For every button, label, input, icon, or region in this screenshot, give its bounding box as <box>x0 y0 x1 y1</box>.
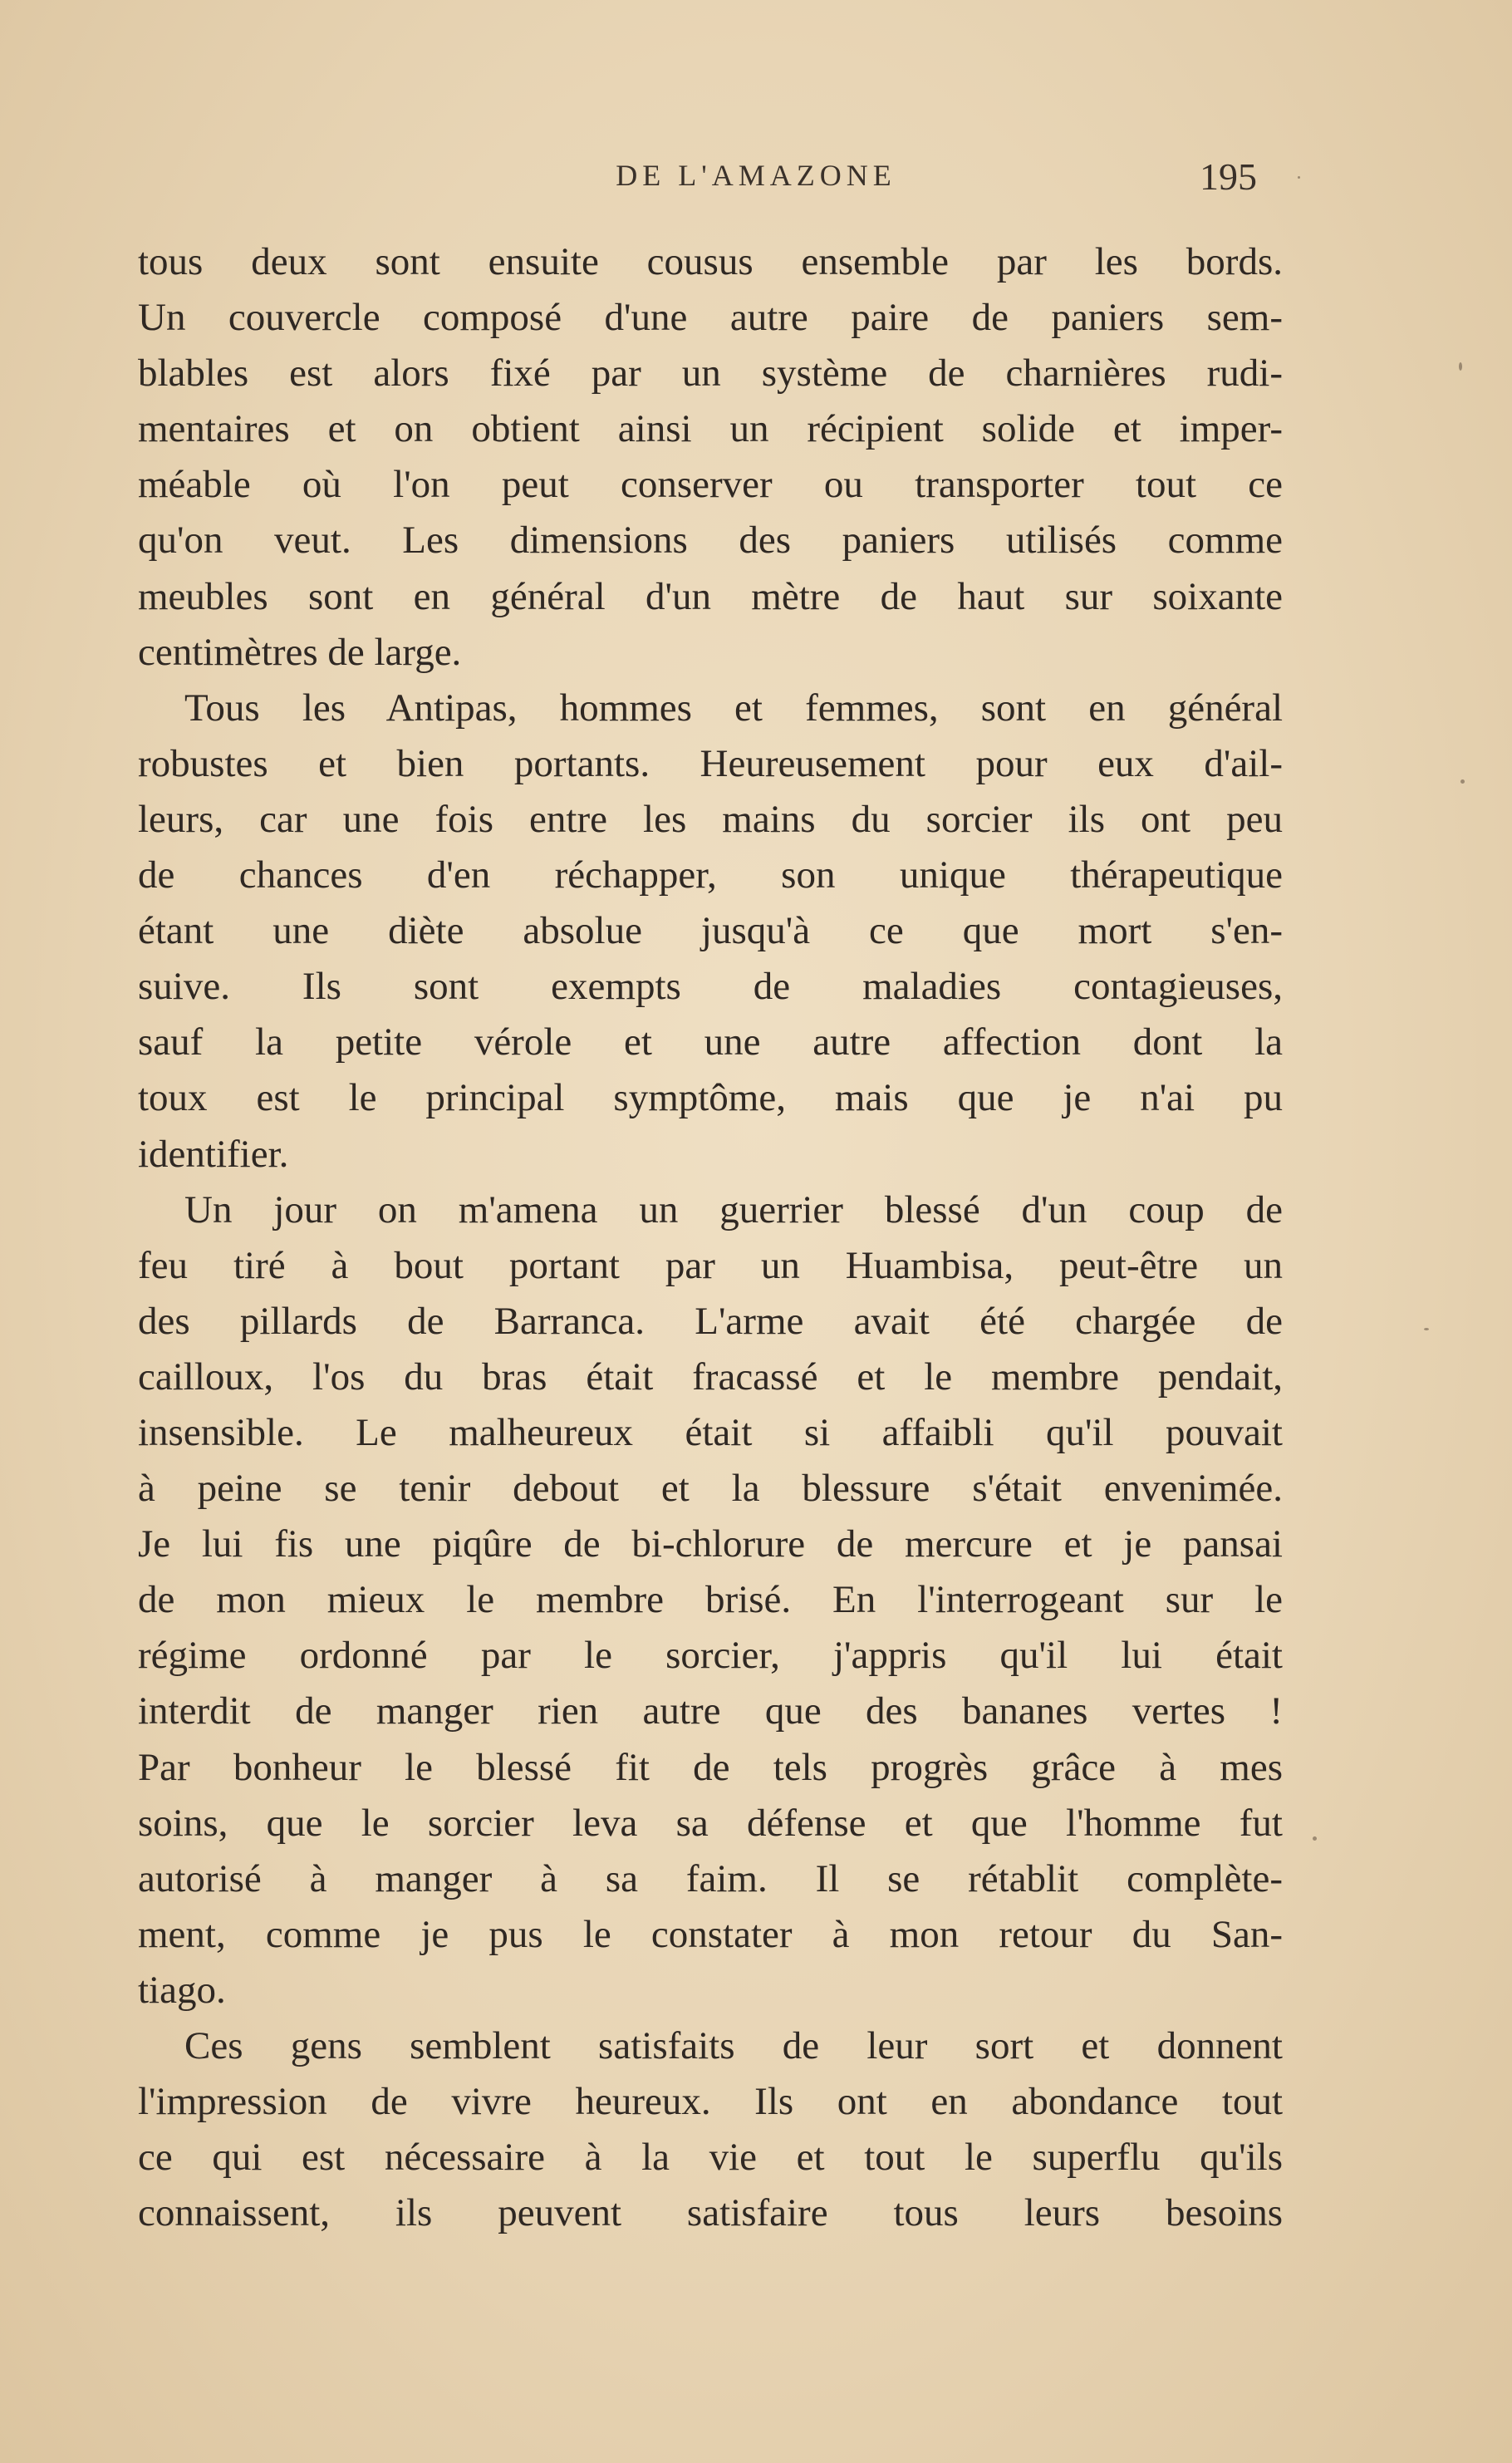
text-line: sauf la petite vérole et une autre affection dont la <box>138 1020 1283 1064</box>
text-line: connaissent, ils peuvent satisfaire tous leurs besoins <box>138 2191 1283 2235</box>
body-text <box>138 234 1283 2241</box>
text-line: qu'on veut. Les dimensions des paniers utilisés comme <box>138 519 1283 563</box>
page-number: 195 <box>1200 155 1257 198</box>
text-line: de mon mieux le membre brisé. En l'interrogeant sur le <box>138 1578 1283 1622</box>
text-line: suive. Ils sont exempts de maladies contagieuses, <box>138 965 1283 1009</box>
text-line: robustes et bien portants. Heureusement pour eux d'ail- <box>138 741 1283 785</box>
text-line: tous deux sont ensuite cousus ensemble par les bords. <box>138 240 1283 283</box>
text-line: de chances d'en réchapper, son unique thérapeutique <box>138 853 1283 897</box>
text-line: ment, comme je pus le constater à mon retour du San- <box>138 1912 1283 1956</box>
text-line: meubles sont en général d'un mètre de haut sur soixante <box>138 574 1283 618</box>
text-line: cailloux, l'os du bras était fracassé et le membre pendait, <box>138 1354 1283 1399</box>
text-line: ce qui est nécessaire à la vie et tout le superflu qu'ils <box>138 2136 1283 2180</box>
text-line: feu tiré à bout portant par un Huambisa, peut-être un <box>138 1243 1283 1287</box>
text-line: centimètres de large. <box>138 630 462 674</box>
paper-speck <box>1313 1836 1317 1841</box>
text-line: mentaires et on obtient ainsi un récipient solide et imper- <box>138 407 1283 451</box>
text-line: Un couvercle composé d'une autre paire de paniers sem- <box>138 296 1283 340</box>
paragraph-first-line: Tous les Antipas, hommes et femmes, sont en général <box>184 686 1283 730</box>
text-line: Je lui fis une piqûre de bi-chlorure de mercure et je pansai <box>138 1522 1283 1566</box>
text-line: régime ordonné par le sorcier, j'appris qu'il lui était <box>138 1634 1283 1678</box>
text-line: interdit de manger rien autre que des bananes vertes ! <box>138 1689 1283 1733</box>
text-line: autorisé à manger à sa faim. Il se rétablit complète- <box>138 1856 1283 1900</box>
text-line: étant une diète absolue jusqu'à ce que mort s'en- <box>138 909 1283 953</box>
text-line: des pillards de Barranca. L'arme avait été chargée de <box>138 1299 1283 1343</box>
text-line: méable où l'on peut conserver ou transporter tout ce <box>138 463 1283 507</box>
paper-speck <box>1424 1328 1429 1330</box>
text-line: identifier. <box>138 1132 289 1176</box>
text-line: Par bonheur le blessé fit de tels progrès grâce à mes <box>138 1745 1283 1789</box>
paper-speck <box>1459 362 1462 371</box>
text-line: tiago. <box>138 1968 226 2012</box>
page-header <box>0 155 1512 208</box>
running-head: DE L'AMAZONE <box>616 159 896 192</box>
paragraph-first-line: Ces gens semblent satisfaits de leur sort et donnent <box>184 2024 1283 2067</box>
paper-speck <box>1298 176 1300 179</box>
text-line: leurs, car une fois entre les mains du sorcier ils ont peu <box>138 797 1283 841</box>
text-line: soins, que le sorcier leva sa défense et que l'homme fut <box>138 1801 1283 1845</box>
text-line: l'impression de vivre heureux. Ils ont en abondance tout <box>138 2080 1283 2124</box>
paper-speck <box>1460 779 1465 784</box>
text-line: insensible. Le malheureux était si affaibli qu'il pouvait <box>138 1410 1283 1454</box>
text-line: blables est alors fixé par un système de charnières rudi- <box>138 352 1283 396</box>
text-line: à peine se tenir debout et la blessure s'était envenimée. <box>138 1467 1283 1511</box>
text-line: toux est le principal symptôme, mais que je n'ai pu <box>138 1076 1283 1120</box>
paragraph-first-line: Un jour on m'amena un guerrier blessé d'un coup de <box>184 1187 1283 1232</box>
